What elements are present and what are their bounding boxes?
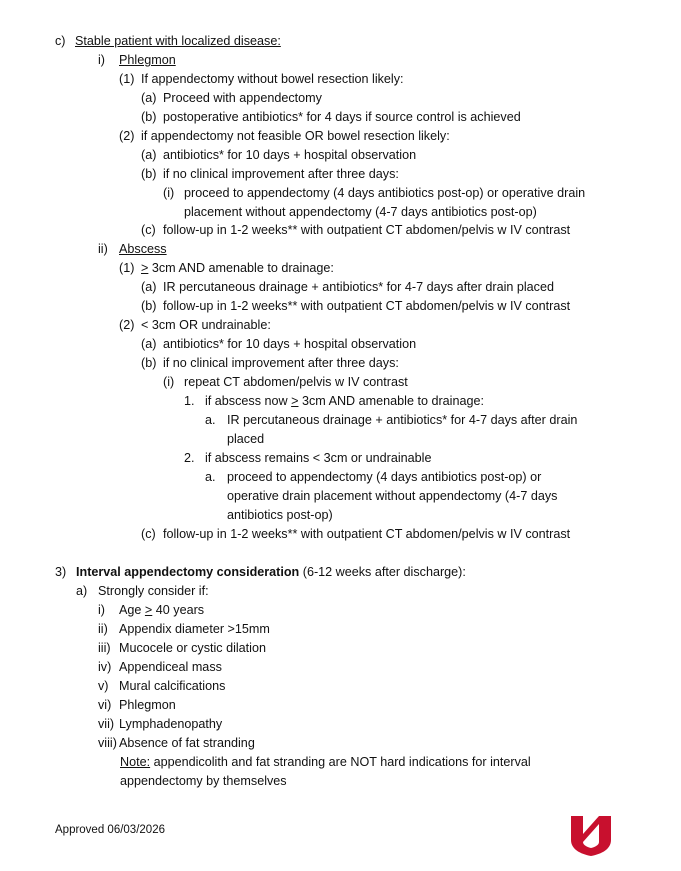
- abscess-n1-ge: >: [291, 394, 299, 408]
- abscess-item2b-i-marker: (i): [163, 375, 175, 389]
- criteria-marker: v): [98, 679, 109, 693]
- abscess-item1-marker: (1): [119, 261, 135, 275]
- note-line1: [120, 754, 531, 770]
- abscess-n1-post: 3cm AND amenable to drainage:: [298, 394, 484, 408]
- abscess-item1-ge: >: [141, 261, 149, 275]
- criteria-item: [119, 602, 204, 618]
- university-n-logo: [569, 812, 613, 856]
- criteria-marker: vi): [98, 698, 112, 712]
- criteria-item: Lymphadenopathy: [119, 717, 223, 731]
- section-3a-marker: a): [76, 584, 88, 598]
- abscess-n1-pre: if abscess now: [205, 394, 292, 408]
- phlegmon-item1b-marker: (b): [141, 110, 157, 124]
- phlegmon-title: Phlegmon: [119, 53, 176, 67]
- abscess-item1a-text: IR percutaneous drainage + antibiotics* for 4-7 days after drain placed: [163, 280, 554, 294]
- abscess-n2a-marker: a.: [205, 470, 216, 484]
- phlegmon-item2a-text: antibiotics* for 10 days + hospital observation: [163, 148, 417, 162]
- abscess-item2a-text: antibiotics* for 10 days + hospital observation: [163, 337, 417, 351]
- note-label: Note:: [120, 755, 151, 769]
- abscess-item2b-i-text: repeat CT abdomen/pelvis w IV contrast: [184, 375, 408, 389]
- abscess-n2-marker: 2.: [184, 451, 195, 465]
- abscess-item2b-text: if no clinical improvement after three days:: [163, 356, 399, 370]
- abscess-n2a-line1: proceed to appendectomy (4 days antibiotics post-op) or: [227, 470, 542, 484]
- abscess-item2c-marker: (c): [141, 527, 156, 541]
- phlegmon-item2c-marker: (c): [141, 223, 156, 237]
- phlegmon-item2b-i-line1: proceed to appendectomy (4 days antibiotics post-op) or operative drain: [184, 186, 586, 200]
- abscess-item1-text: 3cm AND amenable to drainage:: [148, 261, 334, 275]
- criteria-item: Appendix diameter >15mm: [119, 622, 270, 636]
- phlegmon-item1a-text: Proceed with appendectomy: [163, 91, 322, 105]
- criteria-marker: iii): [98, 641, 111, 655]
- abscess-item1a-marker: (a): [141, 280, 157, 294]
- criteria-item: Mucocele or cystic dilation: [119, 641, 266, 655]
- phlegmon-item2-marker: (2): [119, 129, 135, 143]
- phlegmon-item1-marker: (1): [119, 72, 135, 86]
- note-line2: appendectomy by themselves: [120, 774, 287, 788]
- abscess-n1-line: [205, 393, 484, 409]
- criteria-item-pre: Age: [119, 603, 145, 617]
- criteria-item-post: 40 years: [152, 603, 205, 617]
- abscess-title: Abscess: [119, 242, 167, 256]
- phlegmon-item2b-marker: (b): [141, 167, 157, 181]
- phlegmon-marker: i): [98, 53, 105, 67]
- section-3-marker: 3): [55, 565, 67, 579]
- abscess-item1b-text: follow-up in 1-2 weeks** with outpatient CT abdomen/pelvis w IV contrast: [163, 299, 571, 313]
- section-c-title: Stable patient with localized disease:: [75, 34, 281, 48]
- note-text-1: appendicolith and fat stranding are NOT hard indications for interval: [150, 755, 531, 769]
- abscess-n2-text: if abscess remains < 3cm or undrainable: [205, 451, 432, 465]
- abscess-item2-text: < 3cm OR undrainable:: [141, 318, 271, 332]
- abscess-n1a-marker: a.: [205, 413, 216, 427]
- abscess-n1a-line1: IR percutaneous drainage + antibiotics* for 4-7 days after drain: [227, 413, 578, 427]
- abscess-marker: ii): [98, 242, 108, 256]
- abscess-item2-marker: (2): [119, 318, 135, 332]
- phlegmon-item2b-text: if no clinical improvement after three days:: [163, 167, 399, 181]
- phlegmon-item1a-marker: (a): [141, 91, 157, 105]
- criteria-item: Appendiceal mass: [119, 660, 222, 674]
- abscess-n2a-line3: antibiotics post-op): [227, 508, 333, 522]
- abscess-item2a-marker: (a): [141, 337, 157, 351]
- abscess-item2b-marker: (b): [141, 356, 157, 370]
- abscess-item1-line: [141, 260, 334, 276]
- section-3a-text: Strongly consider if:: [98, 584, 209, 598]
- criteria-marker: iv): [98, 660, 112, 674]
- phlegmon-item1b-text: postoperative antibiotics* for 4 days if source control is achieved: [163, 110, 521, 124]
- phlegmon-item2-text: if appendectomy not feasible OR bowel resection likely:: [141, 129, 450, 143]
- criteria-item: Absence of fat stranding: [119, 736, 255, 750]
- criteria-item: Mural calcifications: [119, 679, 226, 693]
- section-3-title: Interval appendectomy consideration: [76, 565, 300, 579]
- section-3-title-suffix: (6-12 weeks after discharge):: [299, 565, 466, 579]
- criteria-item: Phlegmon: [119, 698, 176, 712]
- section-c-marker: c): [55, 34, 66, 48]
- phlegmon-item2c-text: follow-up in 1-2 weeks** with outpatient CT abdomen/pelvis w IV contrast: [163, 223, 571, 237]
- abscess-n1a-line2: placed: [227, 432, 265, 446]
- logo-shape: [571, 816, 611, 856]
- phlegmon-item2a-marker: (a): [141, 148, 157, 162]
- phlegmon-item1-text: If appendectomy without bowel resection likely:: [141, 72, 404, 86]
- abscess-n1-marker: 1.: [184, 394, 195, 408]
- criteria-marker: i): [98, 603, 105, 617]
- criteria-marker: viii): [98, 736, 117, 750]
- abscess-item2c-text: follow-up in 1-2 weeks** with outpatient CT abdomen/pelvis w IV contrast: [163, 527, 571, 541]
- abscess-item1b-marker: (b): [141, 299, 157, 313]
- approved-date: Approved 06/03/2026: [55, 824, 165, 836]
- phlegmon-item2b-i-marker: (i): [163, 186, 175, 200]
- criteria-marker: vii): [98, 717, 115, 731]
- criteria-item-ge: >: [144, 603, 153, 617]
- abscess-n2a-line2: operative drain placement without appendectomy (4-7 days: [227, 489, 558, 503]
- section-3-heading: [76, 564, 466, 580]
- phlegmon-item2b-i-line2: placement without appendectomy (4-7 days antibiotics post-op): [184, 205, 537, 219]
- criteria-marker: ii): [98, 622, 108, 636]
